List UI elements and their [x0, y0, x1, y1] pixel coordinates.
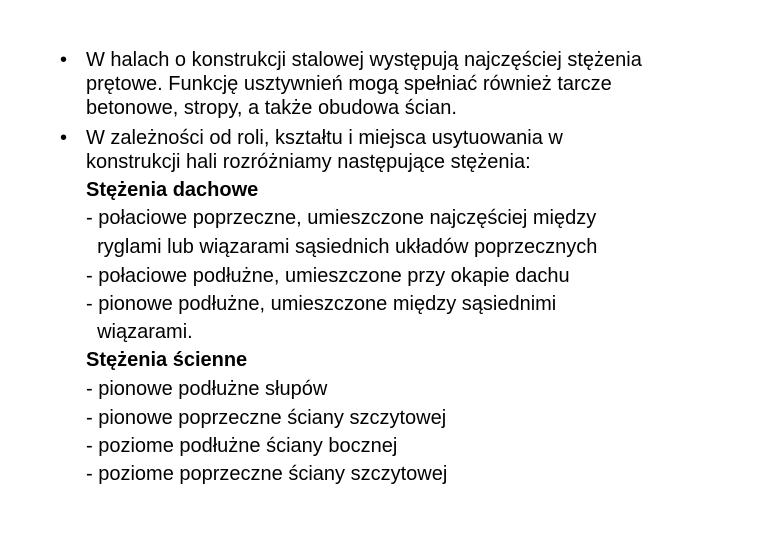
- wall-bracing-heading: Stężenia ścienne: [86, 349, 248, 371]
- bullet-1-line-1: W halach o konstrukcji stalowej występują najczęściej stężenia: [86, 49, 642, 71]
- roof-bracing-heading: Stężenia dachowe: [86, 179, 259, 201]
- wall-item-4: - poziome poprzeczne ściany szczytowej: [86, 463, 448, 485]
- wall-item-2: - pionowe poprzeczne ściany szczytowej: [86, 407, 447, 429]
- wall-item-1: - pionowe podłużne słupów: [86, 378, 328, 400]
- bullet-marker-1: •: [60, 49, 68, 71]
- roof-item-3-continued: wiązarami.: [86, 321, 193, 343]
- wall-item-3: - poziome podłużne ściany bocznej: [86, 435, 398, 457]
- bullet-1-line-2: prętowe. Funkcję usztywnień mogą spełniać również tarcze: [86, 73, 612, 95]
- roof-item-3: - pionowe podłużne, umieszczone między sąsiednimi: [86, 293, 557, 315]
- bullet-marker-2: •: [60, 127, 68, 149]
- bullet-2-line-1: W zależności od roli, kształtu i miejsca usytuowania w: [86, 127, 563, 149]
- roof-item-2: - połaciowe podłużne, umieszczone przy okapie dachu: [86, 265, 570, 287]
- bullet-2-line-2: konstrukcji hali rozróżniamy następujące stężenia:: [86, 151, 531, 173]
- bullet-1-line-3: betonowe, stropy, a także obudowa ścian.: [86, 97, 457, 119]
- roof-item-1-continued: ryglami lub wiązarami sąsiednich układów poprzecznych: [86, 236, 598, 258]
- roof-item-1: - połaciowe poprzeczne, umieszczone najczęściej między: [86, 207, 597, 229]
